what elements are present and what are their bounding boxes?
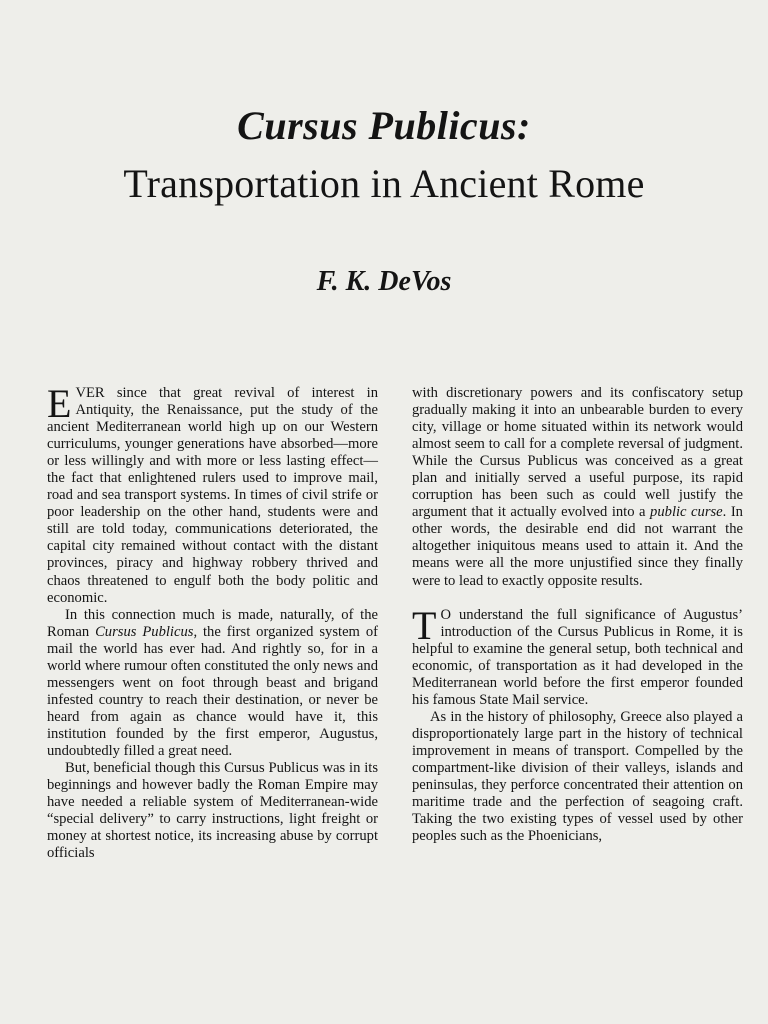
paragraph-beneficial: But, beneficial though this Cursus Publicus was in its beginnings and however badly the Roman Empire may have needed a reliable system of Mediterranean-wide “special delivery” to carry instructions, light freight or money at shortest notice, its increasing abuse by corrupt officials bbox=[47, 760, 378, 862]
paragraph-intro bbox=[47, 381, 378, 607]
paragraph-continuation bbox=[412, 385, 743, 590]
paragraph-greece: As in the history of philosophy, Greece also played a disproportionately large part in the history of technical improvement in means of transport. Compelled by the compartment-like division of their valleys, islands and peninsulas, they perforce concentrated their attention on maritime trade and the perfection of seagoing craft. Taking the two existing types of vessel used by other peoples such as the Phoenicians, bbox=[412, 708, 743, 845]
paragraph-text: . In other words, the desirable end did not warrant the altogether iniquitous means used to attain it. And the means were all the more unjustified since they finally were to lead to exactly opposite results. bbox=[412, 504, 743, 589]
right-column bbox=[412, 385, 743, 845]
article-title-line2: Transportation in Ancient Rome bbox=[123, 161, 645, 206]
paragraph-intro-text: VER since that great revival of interest in Antiquity, the Renaissance, put the study of the ancient Mediterranean world high up on our Western curriculums, younger generations have absorbed—more or less willingly and with more or less lasting effect—the fact that enlightened rulers used to improve mail, road and sea transport systems. In times of civil strife or poor leadership on the other hand, students were and still are told today, communications deteriorated, the capital city remained without contact with the distant provinces, piracy and highway robbery thrived and chaos threatened to engulf both the body politic and economic. bbox=[47, 385, 378, 606]
left-column bbox=[47, 381, 378, 862]
drop-cap-e: E bbox=[47, 381, 72, 426]
article-title-line1: Cursus Publicus: bbox=[237, 103, 531, 148]
emphasis-public-curse: public curse bbox=[650, 504, 723, 521]
drop-cap-t: T bbox=[412, 602, 437, 648]
paragraph-text: with discretionary powers and its confiscatory setup gradually making it into an unbearable burden to every city, village or home situated within its network would almost seem to call for a complete reversal of judgment. While the Cursus Publicus was conceived as a great plan and initially served a useful purpose, its rapid corruption has been such as could well justify the argument that it actually evolved into a bbox=[412, 385, 743, 521]
paragraph-cursus-intro bbox=[47, 607, 378, 760]
emphasis-cursus-publicus: Cursus Publicus bbox=[95, 623, 194, 640]
paragraph-text: , the first organized system of mail the world has ever had. And rightly so, for in a world where rumour often constituted the only news and messengers went on foot through beast and brigand infested country to reach their destination, or never be heard from again as chance would have it, this institution founded by the first emperor, Augustus, undoubtedly filled a great need. bbox=[47, 623, 378, 759]
paragraph-section-two bbox=[412, 602, 743, 709]
paragraph-text: In this connection much is made, naturally, of the Roman bbox=[47, 606, 378, 640]
paragraph-section-two-text: O understand the full significance of Augustus’ introduction of the Cursus Publicus in Rome, it is helpful to examine the general setup, both technical and economic, of transportation as it had developed in the Mediterranean world before the first emperor founded his famous State Mail service. bbox=[412, 606, 743, 708]
article-author: F. K. DeVos bbox=[316, 266, 452, 297]
